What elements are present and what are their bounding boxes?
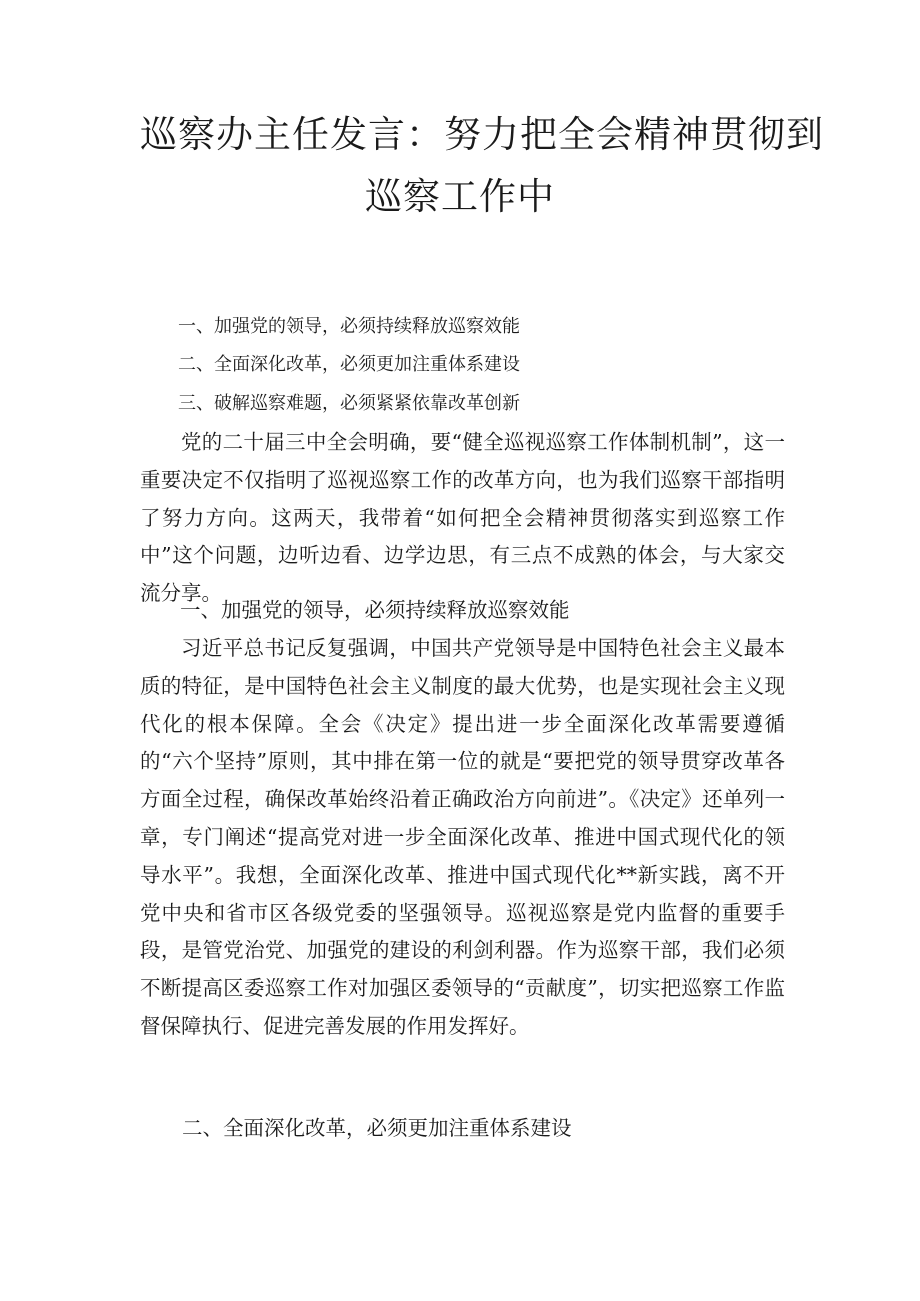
toc-item-1: 一、加强党的领导，必须持续释放巡察效能 [178,316,520,337]
section-1-paragraph: 习近平总书记反复强调，中国共产党领导是中国特色社会主义最本质的特征，是中国特色社会主义制度的最大优势，也是实现社会主义现代化的根本保障。全会《决定》提出进一步全面深化改革需要遵循的“六个坚持”原则，其中排在第一位的就是“要把党的领导贯穿改革各方面全过程，确保改革始终沿着正确政治方向前进”。《决定》还单列一章，专门阐述“提高党对进一步全面深化改革、推进中国式现代化的领导水平”。我想，全面深化改革、推进中国式现代化**新实践，离不开党中央和省市区各级党委的坚强领导。巡视巡察是党内监督的重要手段，是管党治党、加强党的建设的利剑利器。作为巡察干部，我们必须不断提高区委巡察工作对加强区委领导的“贡献度”，切实把巡察工作监督保障执行、促进完善发展的作用发挥好。 [140,636,785,1038]
section-2-heading: 二、全面深化改革，必须更加注重体系建设 [182,1116,572,1140]
document-title-line-2: 巡察工作中 [365,175,555,218]
toc-item-3: 三、破解巡察难题，必须紧紧依靠改革创新 [178,393,520,414]
document-title-line-1: 巡察办主任发言：努力把全会精神贯彻到 [140,113,824,156]
toc-item-2: 二、全面深化改革，必须更加注重体系建设 [178,354,520,375]
intro-paragraph: 党的二十届三中全会明确，要“健全巡视巡察工作体制机制”，这一重要决定不仅指明了巡视巡察工作的改革方向，也为我们巡察干部指明了努力方向。这两天，我带着“如何把全会精神贯彻落实到巡察工作中”这个问题，边听边看、边学边思，有三点不成熟的体会，与大家交流分享。 [140,430,785,606]
section-1-heading: 一、加强党的领导，必须持续释放巡察效能 [180,598,570,622]
